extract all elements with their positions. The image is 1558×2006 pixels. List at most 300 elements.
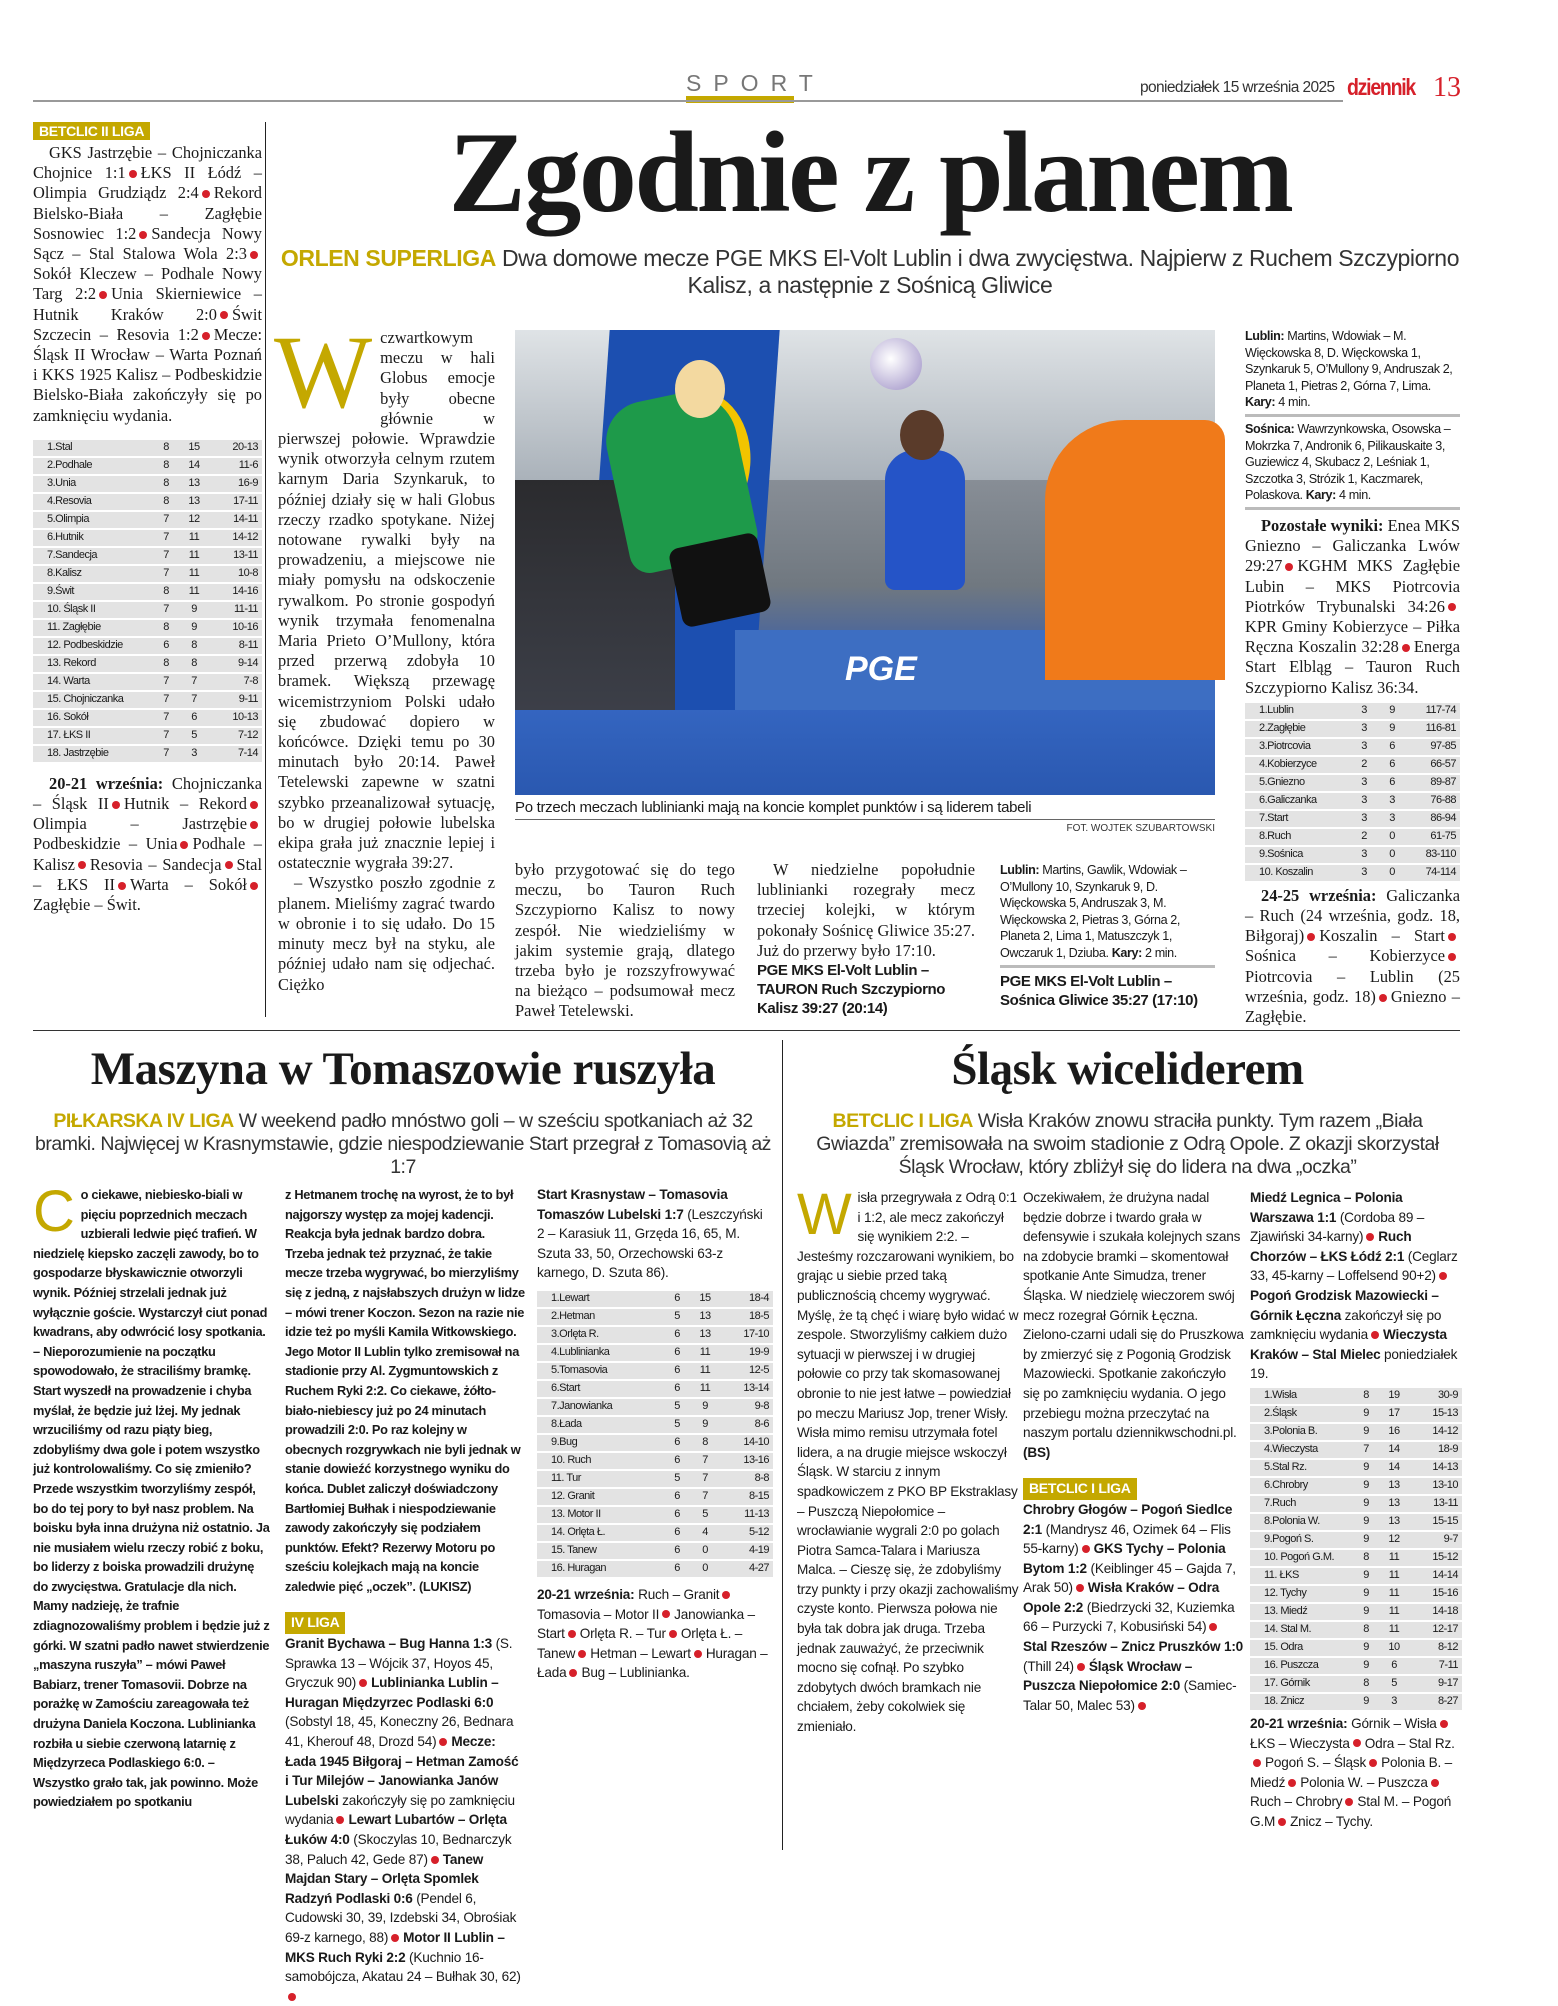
lineup-sosnica: [1245, 421, 1460, 510]
separator-dot: [1439, 1272, 1447, 1280]
text-run: (Ceglarz 33, 45-karny – Loffelsend 90+2): [1250, 1248, 1458, 1284]
standings-row: [537, 1507, 773, 1523]
handball-ball: [870, 338, 922, 390]
goals-cell: 11-13: [719, 1507, 773, 1523]
main-lead-text: Dwa domowe mecze PGE MKS El-Volt Lublin i dwa zwycięstwa. Najpierw z Ruchem Szczypiorno Kalisz, a następnie z Sośnicą Gliwice: [495, 245, 1460, 298]
article-text: Oczekiwałem, że drużyna nadal będzie dobrze i twardo grała w defensywie i szukała kolejnych szans na zdobycie bramki – skomentował spotkanie Ante Simudza, trener Śląska. W niedzielę wieczorem swój mecz rozegrał Górnik Łęczna. Zielono-czarni udali się do Pruszkowa by zmierzyć się z Pogonią Grodzisk Mazowiecki. Spotkanie zakończyło się po zamknięciu wydania. O jego przebiegu można przeczytać na naszym portalu dziennikwschodni.pl.: [1023, 1190, 1244, 1441]
standings-row: [537, 1345, 773, 1361]
text-run: Gniezno – Zagłębie.: [1245, 986, 1460, 1026]
team-cell: 18. Znicz: [1250, 1694, 1352, 1710]
text-run: Tomasovia – Motor II: [537, 1606, 660, 1622]
text-run: 2 min.: [1141, 945, 1177, 960]
points-cell: 13: [1380, 1514, 1408, 1530]
betclic-2-fixtures: [33, 774, 262, 915]
goals-cell: 9-14: [208, 656, 262, 672]
iv-liga-col-3: [537, 1185, 773, 1683]
superliga-fixtures: [1245, 886, 1460, 1027]
matches-cell: 8: [152, 494, 180, 510]
text-run: Sokół Kleczew – Podhale Nowy Targ 2:2: [33, 264, 262, 304]
standings-row: [537, 1453, 773, 1469]
goals-cell: 30-9: [1408, 1388, 1462, 1404]
goals-cell: 14-16: [208, 584, 262, 600]
separator-dot: [1253, 1759, 1261, 1767]
standings-row: [1245, 703, 1460, 719]
goals-cell: 18-5: [719, 1309, 773, 1325]
column-divider: [782, 1040, 783, 1850]
separator-dot: [1082, 1545, 1090, 1553]
bold-run: Kary:: [1245, 395, 1276, 410]
team-cell: 2.Podhale: [33, 458, 152, 474]
separator-dot: [225, 861, 233, 869]
standings-row: [1250, 1568, 1462, 1584]
team-cell: 18. Jastrzębie: [33, 746, 152, 762]
matches-cell: 6: [663, 1435, 691, 1451]
points-cell: 11: [1380, 1604, 1408, 1620]
standings-row: [33, 584, 262, 600]
other-results: [1245, 516, 1460, 698]
matches-cell: 3: [1350, 811, 1378, 827]
standings-row: [1250, 1478, 1462, 1494]
drop-cap: C: [33, 1179, 75, 1244]
points-cell: 11: [180, 530, 208, 546]
main-lead: [280, 245, 1460, 299]
main-kicker: ORLEN SUPERLIGA: [280, 245, 496, 271]
goals-cell: 7-12: [208, 728, 262, 744]
points-cell: 9: [691, 1399, 719, 1415]
matches-cell: 6: [663, 1543, 691, 1559]
main-paragraph-3: było przygotować się do tego meczu, bo Tauron Ruch Szczypiorno Kalisz to nowy zespół. Nie wiedzieliśmy w jakim systemie grają, dlatego trzeba było je rozszyfrowywać na bieżąco – podsumował mecz Paweł Tetelewski.: [515, 860, 735, 1021]
text-run: Resovia – Sandecja: [89, 854, 222, 874]
points-cell: 11: [180, 566, 208, 582]
standings-row: [33, 728, 262, 744]
iv-liga-col-1: [33, 1179, 271, 1850]
points-cell: 12: [180, 512, 208, 528]
goals-cell: 11-11: [208, 602, 262, 618]
points-cell: 12: [1380, 1532, 1408, 1548]
points-cell: 13: [1380, 1478, 1408, 1494]
text-run: ŁKS – Wieczysta: [1250, 1735, 1350, 1751]
goals-cell: 4-27: [719, 1561, 773, 1577]
points-cell: 13: [180, 476, 208, 492]
matches-cell: 3: [1350, 793, 1378, 809]
main-paragraph-4: W niedzielne popołudnie lublinianki rozegrały mecz trzeciej kolejki, w którym pokonały Sośnicę Gliwice 35:27. Już do przerwy było 17:10.: [757, 860, 975, 960]
team-cell: 15. Chojniczanka: [33, 692, 152, 708]
separator-dot: [1138, 1702, 1146, 1710]
team-cell: 11. ŁKS: [1250, 1568, 1352, 1584]
separator-dot: [1353, 1739, 1361, 1747]
issue-date: poniedziałek 15 września 2025: [1140, 79, 1335, 96]
matches-cell: 7: [152, 710, 180, 726]
matches-cell: 3: [1350, 865, 1378, 881]
points-cell: 6: [1378, 757, 1406, 773]
bold-run: 20-21 września:: [49, 773, 164, 793]
bold-run: Granit Bychawa – Bug Hanna 1:3: [285, 1636, 493, 1652]
text-run: Podhale – Kalisz: [33, 834, 262, 874]
team-cell: 7.Sandecja: [33, 548, 152, 564]
standings-row: [33, 494, 262, 510]
points-cell: 13: [180, 494, 208, 510]
points-cell: 5: [180, 728, 208, 744]
bold-run: 20-21 września:: [1250, 1715, 1348, 1731]
i-liga-col-2: [1023, 1188, 1245, 1715]
separator-dot: [202, 332, 210, 340]
iv-liga-lead-text: W weekend padło mnóstwo goli – w sześciu spotkaniach aż 32 bramki. Najwięcej w Krasnymstawie, gdzie niespodziewanie Start przegrał z Tomasovią aż 1:7: [35, 1110, 771, 1178]
text-run: Bug – Lublinianka.: [581, 1665, 690, 1681]
goals-cell: 18-9: [1408, 1442, 1462, 1458]
matches-cell: 6: [663, 1327, 691, 1343]
matches-cell: 9: [1352, 1424, 1380, 1440]
standings-row: [537, 1399, 773, 1415]
bold-run: Lewart Lubartów – Orlęta Łuków 4:0: [285, 1812, 507, 1847]
text-run: KGHM MKS Zagłębie Lubin – MKS Piotrcovia Piotrków Trybunalski 34:26: [1245, 556, 1460, 616]
standings-row: [1250, 1694, 1462, 1710]
matches-cell: 9: [1352, 1658, 1380, 1674]
text-run: Koszalin – Start: [1319, 926, 1445, 946]
matches-cell: 3: [1350, 721, 1378, 737]
text-run: Warta – Sokół: [129, 874, 247, 894]
points-cell: 3: [1378, 811, 1406, 827]
standings-row: [33, 476, 262, 492]
team-cell: 4.Wieczysta: [1250, 1442, 1352, 1458]
text-run: (Keiblinger 45 – Gajda 7, Arak 50): [1023, 1560, 1236, 1596]
points-cell: 14: [1380, 1442, 1408, 1458]
points-cell: 11: [180, 584, 208, 600]
matches-cell: 5: [663, 1399, 691, 1415]
separator-dot: [431, 1856, 439, 1864]
matches-cell: 8: [1352, 1676, 1380, 1692]
matches-cell: 6: [663, 1561, 691, 1577]
bold-run: Śląsk Wrocław – Puszcza Niepołomice 2:0: [1023, 1658, 1193, 1694]
text-run: Hutnik – Rekord: [123, 794, 247, 814]
points-cell: 17: [1380, 1406, 1408, 1422]
goals-cell: 17-10: [719, 1327, 773, 1343]
points-cell: 0: [691, 1543, 719, 1559]
text-run: Odra – Stal Rz.: [1364, 1735, 1455, 1751]
text-run: (Thill 24): [1023, 1658, 1074, 1674]
points-cell: 8: [180, 638, 208, 654]
bold-run: 20-21 września:: [537, 1586, 635, 1602]
separator-dot: [336, 1816, 344, 1824]
text-run: 4 min.: [1275, 395, 1311, 410]
main-paragraph-1: [274, 315, 495, 873]
newspaper-logo: dziennik: [1347, 74, 1416, 100]
team-cell: 16. Huragan: [537, 1561, 663, 1577]
text-run: zakończyły się po zamknięciu wydania: [285, 1792, 515, 1828]
match-result-ruch: PGE MKS El-Volt Lublin – TAURON Ruch Szczypiorno Kalisz 39:27 (20:14): [757, 962, 946, 1018]
matches-cell: 8: [152, 656, 180, 672]
goals-cell: 61-75: [1406, 829, 1460, 845]
team-cell: 13. Motor II: [537, 1507, 663, 1523]
team-cell: 9.Pogoń S.: [1250, 1532, 1352, 1548]
text-run: Świt Szczecin – Resovia 1:2: [33, 304, 262, 344]
goals-cell: 83-110: [1406, 847, 1460, 863]
goals-cell: 13-10: [1408, 1478, 1462, 1494]
goals-cell: 8-12: [1408, 1640, 1462, 1656]
standings-row: [537, 1489, 773, 1505]
matches-cell: 9: [1352, 1694, 1380, 1710]
standings-row: [537, 1561, 773, 1577]
points-cell: 3: [1378, 793, 1406, 809]
goals-cell: 8-27: [1408, 1694, 1462, 1710]
text-run: ŁKS II Łódź – Olimpia Grudziądz 2:4: [33, 163, 263, 203]
team-cell: 16. Sokół: [33, 710, 152, 726]
bold-run: Start Krasnystaw – Tomasovia Tomaszów Lubelski 1:7: [537, 1187, 728, 1222]
i-liga-lead-text: Wisła Kraków znowu straciła punkty. Tym razem „Biała Gwiazda” zremisowała na swoim stadionie z Odrą Opole. Z okazji skorzystał Śląsk Wrocław, który zbliżył się do lidera na dwa „oczka”: [816, 1110, 1439, 1178]
section-name: SPORT: [686, 70, 825, 96]
main-headline: Zgodnie z planem: [448, 109, 1292, 237]
text-run: Polonia B. – Miedź: [1250, 1755, 1452, 1790]
team-cell: 2.Hetman: [537, 1309, 663, 1325]
points-cell: 14: [1380, 1460, 1408, 1476]
matches-cell: 8: [1352, 1388, 1380, 1404]
text-run: (Biedrzycki 32, Kuziemka 66 – Purzycki 7, Kobusiński 54): [1023, 1599, 1235, 1635]
separator-dot: [722, 1591, 730, 1599]
separator-dot: [202, 190, 210, 198]
team-cell: 8.Polonia W.: [1250, 1514, 1352, 1530]
iv-liga-kicker: PIŁKARSKA IV LIGA: [53, 1110, 234, 1132]
standings-row: [1245, 721, 1460, 737]
standings-row: [537, 1291, 773, 1307]
text-run: (Leszczyński 2 – Karasiuk 11, Grzęda 16, 65, M. Szuta 33, 50, Orzechowski 63-z karnego, D. Szuta 86).: [537, 1206, 763, 1281]
matches-cell: 9: [1352, 1514, 1380, 1530]
goals-cell: 86-94: [1406, 811, 1460, 827]
matches-cell: 8: [152, 620, 180, 636]
goals-cell: 8-6: [719, 1417, 773, 1433]
text-run: (Cordoba 89 – Zjawiński 34-karny): [1250, 1209, 1425, 1245]
matches-cell: 7: [152, 746, 180, 762]
text-run: Górnik – Wisła: [1347, 1715, 1437, 1731]
team-cell: 12. Podbeskidzie: [33, 638, 152, 654]
i-liga-lead: [800, 1110, 1455, 1179]
goals-cell: 7-11: [1408, 1658, 1462, 1674]
i-liga-results: [1023, 1500, 1245, 1716]
i-liga-fixtures: [1250, 1714, 1462, 1832]
points-cell: 15: [691, 1291, 719, 1307]
standings-row: [1250, 1532, 1462, 1548]
points-cell: 0: [1378, 865, 1406, 881]
team-cell: 5.Gniezno: [1245, 775, 1350, 791]
article-text: o ciekawe, niebiesko-biali w pięciu poprzednich meczach uzbierali ledwie pięć trafień. W niedzielę kiepsko zaczęli zawody, bo to gospodarze błyskawicznie otworzyli wynik. Później strzelali jednak już wyłącznie goście. Wystarczył ciut ponad kwadrans, aby odwrócić losy spotkania. – Nieporozumienie na początku spowodowało, że straciliśmy bramkę. Start wyszedł na prowadzenie i chyba myślał, że będzie już lżej. My jednak wrzuciliśmy od razu piąty bieg, zdobyliśmy dwa gole i potem wszystko już kontrolowaliśmy. Co się zmieniło? Przede wszystkim tworzyliśmy zespół, bo do tej pory to był nasz problem. Na boisku była inna drużyna niż ostatnio. Ja nie musiałem wielu rzeczy robić z boku, bo liderzy z boiska prowadzili drużynę do zwycięstwa. Gratulacje dla nich. Mamy nadzieję, że trafnie zdiagnozowaliśmy problem i będzie już z górki. W szatni padło nawet stwierdzenie „maszyna ruszyła” – mówi Paweł Babiarz, trener Tomasovii. Dobrze na porażkę w Zamościu zareagowała też drużyna Daniela Koczona. Lublinianka rozbiła u siebie czerwoną latarnię z Międzyrzeca Podlaskiego 6:0. – Wszystko grało tak, jak powinno. Może powiedziałem po spotkaniu: [33, 1187, 270, 1810]
points-cell: 3: [180, 746, 208, 762]
points-cell: 3: [1380, 1694, 1408, 1710]
goals-cell: 11-6: [208, 458, 262, 474]
matches-cell: 3: [1350, 739, 1378, 755]
points-cell: 0: [1378, 829, 1406, 845]
team-cell: 17. Górnik: [1250, 1676, 1352, 1692]
matches-cell: 6: [152, 638, 180, 654]
goals-cell: 13-16: [719, 1453, 773, 1469]
matches-cell: 6: [663, 1345, 691, 1361]
i-liga-kicker: BETCLIC I LIGA: [832, 1110, 973, 1132]
photo-credit: FOT. WOJTEK SZUBARTOWSKI: [1066, 823, 1215, 834]
article-text-continued: [285, 1185, 525, 1596]
points-cell: 11: [1380, 1568, 1408, 1584]
matches-cell: 6: [663, 1507, 691, 1523]
text-run: Ruch – Granit: [634, 1586, 720, 1602]
standings-row: [1250, 1388, 1462, 1404]
separator-dot: [1440, 1720, 1448, 1728]
iv-liga-results: [285, 1634, 525, 1985]
iv-liga-lead: [33, 1110, 773, 1179]
goals-cell: 17-11: [208, 494, 262, 510]
bold-run: Stal Rzeszów – Znicz Pruszków 1:0: [1023, 1639, 1244, 1655]
team-cell: 8.Kalisz: [33, 566, 152, 582]
ad-board-text: PGE: [845, 650, 917, 688]
goals-cell: 97-85: [1406, 739, 1460, 755]
text-run: Energa Start Elbląg – Tauron Ruch Szczypiorno Kalisz 36:34.: [1245, 637, 1460, 697]
standings-row: [33, 656, 262, 672]
matches-cell: 3: [1350, 775, 1378, 791]
separator-dot: [439, 1738, 447, 1746]
betclic-2-standings: [33, 438, 262, 764]
text-run: Orlęta R. – Tur: [579, 1626, 666, 1642]
text-run: 4 min.: [1335, 488, 1371, 503]
standings-row: [1250, 1442, 1462, 1458]
team-cell: 6.Galiczanka: [1245, 793, 1350, 809]
goals-cell: 12-5: [719, 1363, 773, 1379]
matches-cell: 7: [152, 566, 180, 582]
points-cell: 5: [691, 1507, 719, 1523]
main-article-col-3: [757, 860, 975, 1018]
text-run: (Samiec-Talar 50, Malec 53): [1023, 1678, 1237, 1713]
player-blue-jersey: [885, 450, 965, 590]
points-cell: 8: [180, 656, 208, 672]
goals-cell: 15-15: [1408, 1514, 1462, 1530]
text-run: Stal – ŁKS II: [33, 854, 262, 894]
bold-run: Tanew Majdan Stary – Orlęta Spomlek Radzyń Podlaski 0:6: [285, 1851, 484, 1906]
separator-dot: [288, 1993, 296, 2001]
team-cell: 12. Tychy: [1250, 1586, 1352, 1602]
standings-row: [537, 1381, 773, 1397]
standings-row: [33, 692, 262, 708]
separator-dot: [391, 1934, 399, 1942]
goals-cell: 14-12: [208, 530, 262, 546]
separator-dot: [1371, 1331, 1379, 1339]
text-run: Martins, Gawlik, Wdowiak – O’Mullony 10, Szynkaruk 9, D. Więckowska 5, Andruszak 3, M. Więckowska 2, Pietras 3, Górna 2, Planeta 2, Lima 1, Matuszczyk 1, Owczaruk 1, Dziuba.: [1000, 863, 1187, 960]
standings-row: [33, 512, 262, 528]
drop-cap: W: [274, 315, 373, 430]
betclic-2-liga-label: BETCLIC II LIGA: [33, 122, 150, 140]
superliga-standings: [1245, 701, 1460, 883]
section-rule: [33, 1030, 1460, 1031]
separator-dot: [1345, 1798, 1353, 1806]
standings-row: [1250, 1514, 1462, 1530]
goals-cell: 14-10: [719, 1435, 773, 1451]
bold-run: Pogoń Grodzisk Mazowiecki – Górnik Łęczna: [1250, 1287, 1439, 1323]
text-run: Enea MKS Gniezno – Galiczanka Lwów 29:27: [1245, 515, 1460, 576]
points-cell: 6: [1378, 739, 1406, 755]
matches-cell: 5: [663, 1309, 691, 1325]
matches-cell: 8: [1352, 1622, 1380, 1638]
text-run: Sandecja Nowy Sącz – Stal Stalowa Wola 2:3: [33, 223, 262, 264]
goals-cell: 66-57: [1406, 757, 1460, 773]
drop-cap: W: [797, 1182, 852, 1247]
separator-dot: [99, 291, 107, 299]
points-cell: 7: [691, 1471, 719, 1487]
goals-cell: 9-11: [208, 692, 262, 708]
standings-row: [537, 1309, 773, 1325]
team-cell: 4.Resovia: [33, 494, 152, 510]
bold-run: Motor II Lublin – MKS Ruch Ryki 2:2: [285, 1929, 505, 1965]
points-cell: 10: [1380, 1640, 1408, 1656]
goals-cell: 9-7: [1408, 1532, 1462, 1548]
matches-cell: 6: [663, 1489, 691, 1505]
points-cell: 5: [1380, 1676, 1408, 1692]
points-cell: 8: [691, 1435, 719, 1451]
bold-run: Lublin:: [1000, 863, 1040, 877]
goals-cell: 10-8: [208, 566, 262, 582]
points-cell: 9: [691, 1417, 719, 1433]
points-cell: 11: [180, 548, 208, 564]
main-article-col-1: [274, 315, 495, 995]
team-cell: 5.Tomasovia: [537, 1363, 663, 1379]
goals-cell: 4-19: [719, 1543, 773, 1559]
text-run: Mecze: Śląsk II Wrocław – Warta Poznań i KKS 1925 Kalisz – Podbeskidzie Bielsko-Biała zakończyły się po zamknięciu wydania.: [33, 324, 262, 425]
goals-cell: 19-9: [719, 1345, 773, 1361]
separator-dot: [118, 882, 126, 890]
standings-row: [1245, 757, 1460, 773]
separator-dot: [1285, 563, 1293, 571]
points-cell: 4: [691, 1525, 719, 1541]
points-cell: 0: [1378, 847, 1406, 863]
betclic-2-liga-column: [33, 122, 262, 915]
points-cell: 11: [691, 1345, 719, 1361]
text-run: Rekord Bielsko-Biała – Zagłębie Sosnowiec 1:2: [33, 183, 262, 243]
goals-cell: 20-13: [208, 440, 262, 456]
matches-cell: 7: [1352, 1442, 1380, 1458]
points-cell: 6: [1378, 775, 1406, 791]
photo-caption: Po trzech meczach lublinianki mają na koncie komplet punktów i są liderem tabeli: [515, 799, 1215, 820]
team-cell: 12. Granit: [537, 1489, 663, 1505]
iv-liga-fixtures: [537, 1585, 773, 1683]
text-run: Znicz – Tychy.: [1290, 1813, 1373, 1829]
text-run: Olimpia – Jastrzębie: [33, 814, 247, 834]
team-cell: 7.Janowianka: [537, 1399, 663, 1415]
column-divider: [265, 122, 266, 1017]
team-cell: 1.Wisła: [1250, 1388, 1352, 1404]
separator-dot: [662, 1610, 670, 1618]
separator-dot: [1288, 1779, 1296, 1787]
points-cell: 11: [1380, 1622, 1408, 1638]
points-cell: 15: [180, 440, 208, 456]
team-cell: 16. Puszcza: [1250, 1658, 1352, 1674]
team-cell: 10. Pogoń G.M.: [1250, 1550, 1352, 1566]
goals-cell: 76-88: [1406, 793, 1460, 809]
separator-dot: [139, 231, 147, 239]
text-run: Polonia W. – Puszcza: [1300, 1774, 1428, 1790]
matches-cell: 6: [663, 1453, 691, 1469]
matches-cell: 9: [1352, 1640, 1380, 1656]
points-cell: 13: [1380, 1496, 1408, 1512]
team-cell: 7.Start: [1245, 811, 1350, 827]
standings-row: [1245, 811, 1460, 827]
matches-cell: 8: [152, 584, 180, 600]
iv-liga-results-continued: [537, 1185, 773, 1283]
points-cell: 11: [1380, 1586, 1408, 1602]
text-run: Sośnica – Kobierzyce: [1245, 946, 1445, 966]
points-cell: 9: [180, 620, 208, 636]
matches-cell: 9: [1352, 1532, 1380, 1548]
standings-row: [537, 1363, 773, 1379]
matches-cell: 7: [152, 674, 180, 690]
goals-cell: 16-9: [208, 476, 262, 492]
goals-cell: 9-8: [719, 1399, 773, 1415]
matches-cell: 3: [1350, 703, 1378, 719]
bold-run: 24-25 września:: [1261, 885, 1377, 905]
text-run: (Sobstyl 18, 45, Koneczny 26, Bednara 41, Kherouf 48, Drozd 54): [285, 1714, 514, 1750]
standings-row: [1250, 1676, 1462, 1692]
standings-row: [1250, 1424, 1462, 1440]
